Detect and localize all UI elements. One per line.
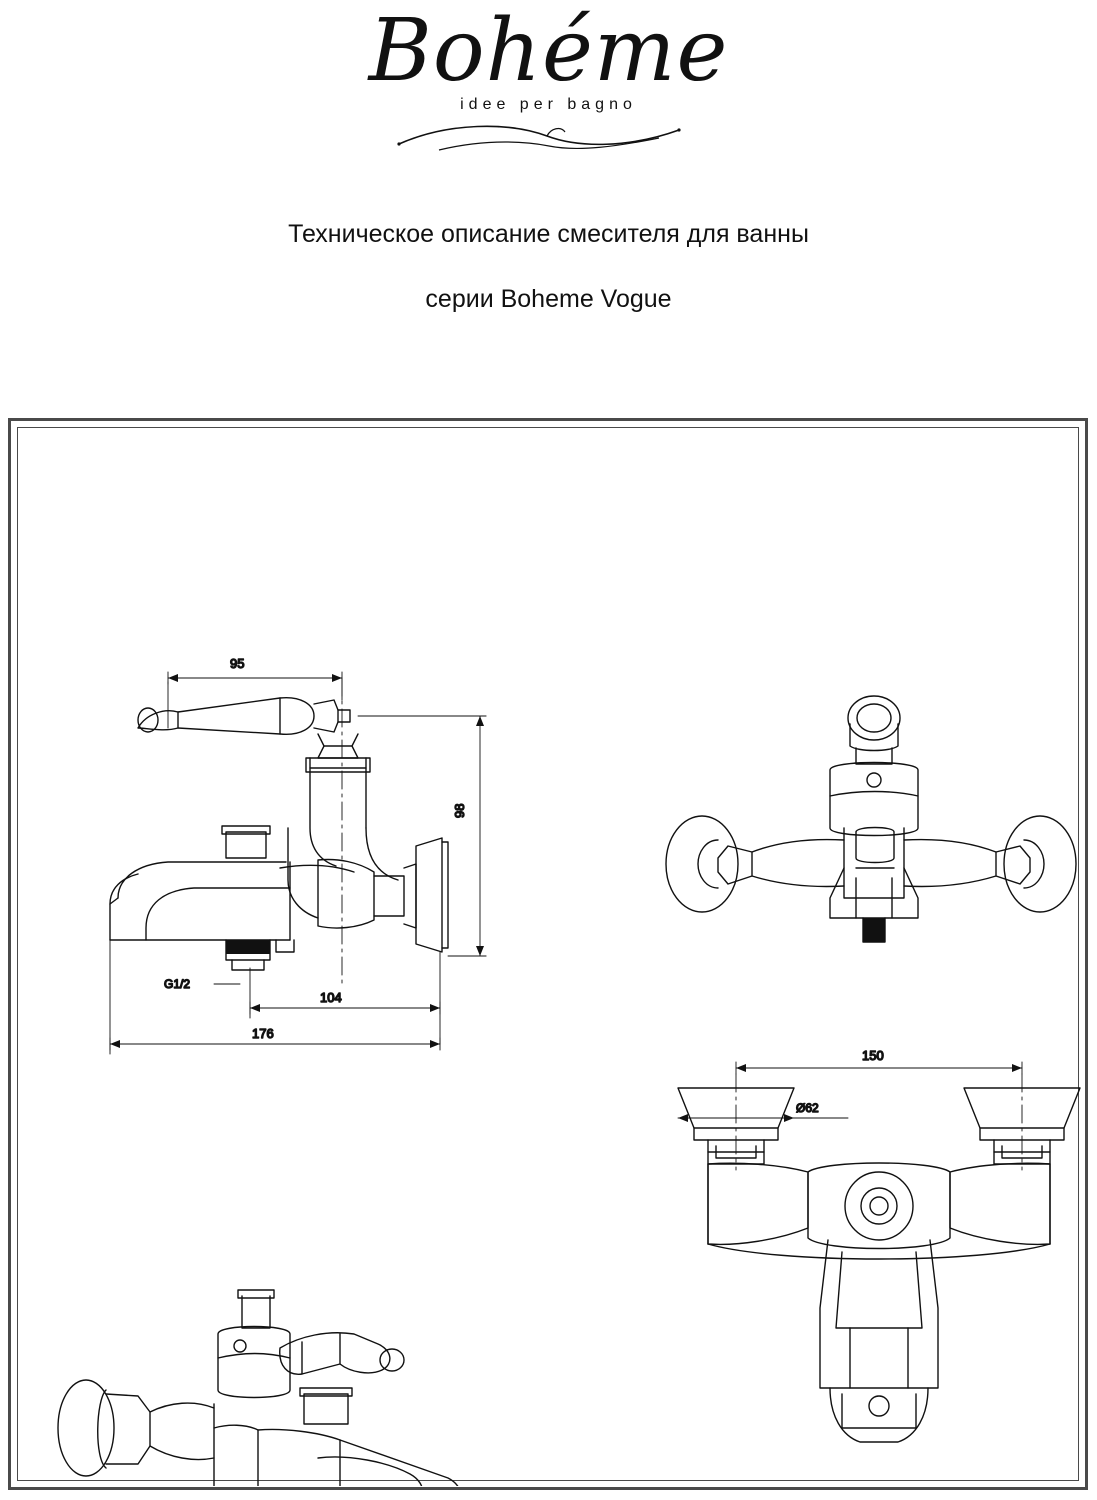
perspective-view-geometry: [58, 1290, 461, 1486]
title-line-1: Техническое описание смесителя для ванны: [288, 220, 809, 248]
technical-drawing: [18, 428, 1078, 1480]
flourish-icon: [0, 116, 1097, 156]
drawing-frame-inner: [17, 427, 1079, 1481]
dim-98: 98: [452, 803, 467, 818]
brand-logo: [0, 1, 1097, 156]
dim-g12: G1/2: [164, 977, 191, 991]
dim-95: 95: [230, 656, 245, 671]
side-view-geometry: [110, 698, 448, 970]
dim-104: 104: [320, 990, 342, 1005]
drawing-frame-outer: [8, 418, 1088, 1490]
brand-name: Bohéme: [368, 1, 729, 101]
dim-150: 150: [862, 1048, 884, 1063]
dim-176: 176: [252, 1026, 274, 1041]
title-line-2: серии Boheme Vogue: [425, 285, 672, 313]
dim-diameter-62: Ø62: [796, 1101, 819, 1115]
top-view-geometry: [678, 1088, 1080, 1442]
top-view-dimensions: [678, 1062, 1022, 1170]
front-view-geometry: [666, 696, 1076, 942]
page-title: [0, 222, 1097, 312]
brand-tagline: idee per bagno: [460, 96, 637, 113]
